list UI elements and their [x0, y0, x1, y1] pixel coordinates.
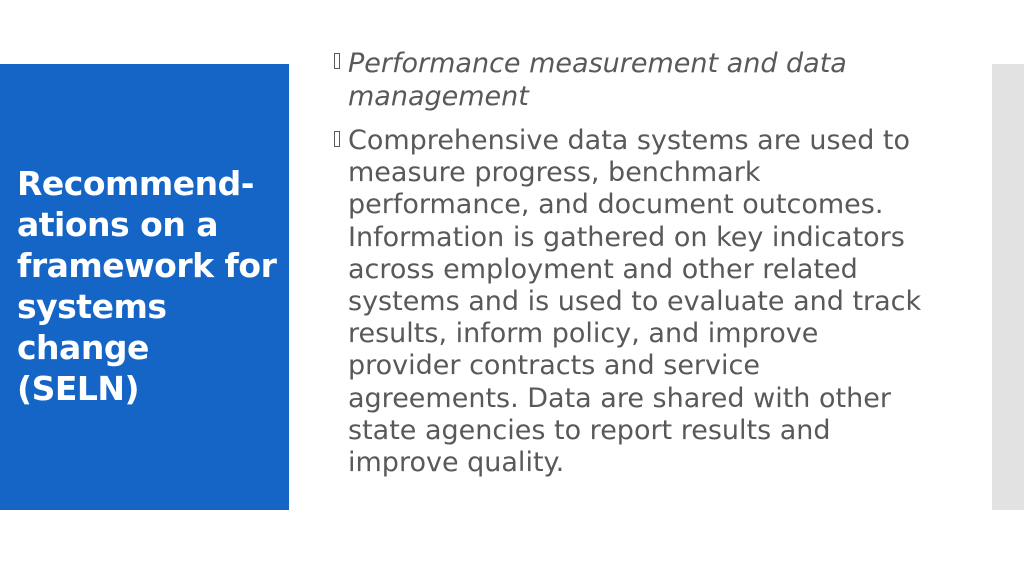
- bullet-list: [330, 47, 985, 479]
- bullet-line: Performance measurement and data: [348, 48, 847, 79]
- side-accent-panel: [992, 64, 1024, 510]
- bullet-line: results, inform policy, and improve: [348, 318, 819, 350]
- bullet-line: Information is gathered on key indicators: [348, 221, 905, 253]
- bullet-line: Comprehensive data systems are used to: [348, 125, 911, 156]
- title-line: change: [17, 328, 149, 367]
- bullet-line: performance, and document outcomes.: [348, 189, 884, 221]
- bullet-line: systems and is used to evaluate and track: [348, 286, 922, 318]
- title-line: systems: [17, 287, 167, 326]
- bullet-item-performance: [330, 47, 985, 113]
- title-line: Recommend-: [17, 164, 254, 203]
- bullet-line: provider contracts and service: [348, 350, 760, 382]
- square-bullet-icon: [334, 53, 340, 69]
- square-bullet-icon: [334, 131, 340, 147]
- bullet-item-comprehensive-data: [330, 125, 985, 479]
- title-line: framework for: [17, 246, 277, 285]
- bullet-line: improve quality.: [348, 447, 565, 479]
- title-line: ations on a: [17, 205, 219, 244]
- bullet-line: across employment and other related: [348, 253, 858, 285]
- bullet-line: agreements. Data are shared with other: [348, 382, 891, 414]
- slide-title: [17, 163, 289, 409]
- bullet-line: state agencies to report results and: [348, 414, 831, 446]
- title-line: (SELN): [17, 369, 140, 408]
- bullet-line: management: [348, 81, 529, 112]
- bullet-line: measure progress, benchmark: [348, 157, 761, 189]
